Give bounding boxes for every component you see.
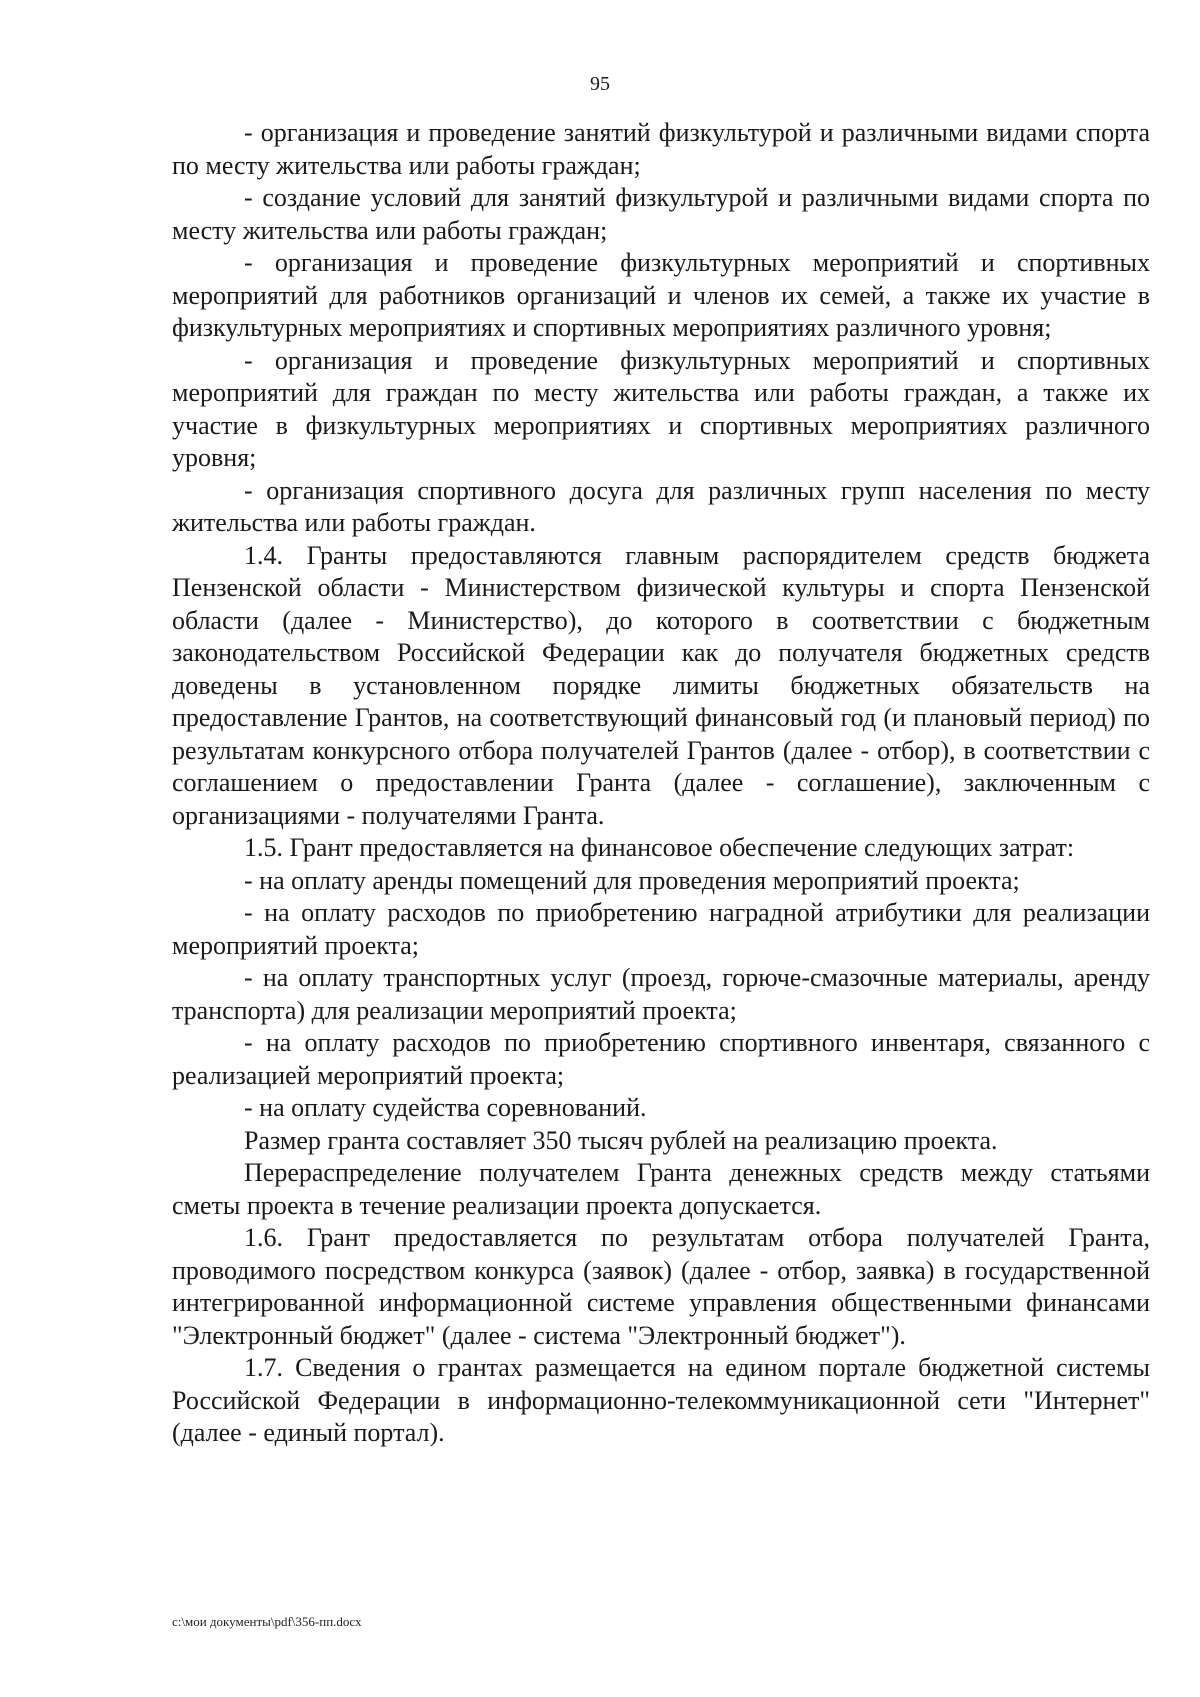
paragraph: - организация и проведение занятий физкультурой и различными видами спорта по месту жительства или работы граждан; — [172, 118, 1150, 180]
paragraph: - на оплату судейства соревнований. — [244, 1093, 647, 1122]
paragraph: - создание условий для занятий физкультурой и различными видами спорта по месту жительства или работы граждан; — [172, 183, 1150, 245]
document-body — [172, 117, 1150, 1450]
paragraph: - на оплату аренды помещений для проведения мероприятий проекта; — [244, 865, 1020, 895]
paragraph: Перераспределение получателем Гранта денежных средств между статьями сметы проекта в течение реализации проекта допускается. — [172, 1158, 1150, 1220]
paragraph-section-1-6: 1.6. Грант предоставляется по результатам отбора получателей Гранта, проводимого посредством конкурса (заявок) (далее - отбор, заявка) в государственной интегрированной информационной системе управления общественными финансами "Электронный бюджет" (далее - система "Электронный бюджет"). — [172, 1223, 1150, 1350]
paragraph: - организация и проведение физкультурных мероприятий и спортивных мероприятий для работников организаций и членов их семей, а также их участие в физкультурных мероприятиях и спортивных мероприятиях различного уровня; — [172, 248, 1150, 342]
paragraph-section-1-4: 1.4. Гранты предоставляются главным распорядителем средств бюджета Пензенской области - Министерством физической культуры и спорта Пензенской области (далее - Министерство), до которого в соответствии с бюджетным законодательством Российской Федерации как до получателя бюджетных средств доведены в установленном порядке лимиты бюджетных обязательств на предоставление Грантов, на соответствующий финансовый год (и плановый период) по результатам конкурсного отбора получателей Грантов (далее - отбор), в соответствии с соглашением о предоставлении Гранта (далее - соглашение), заключенным с организациями - получателями Гранта. — [172, 540, 1150, 830]
footer-file-path: c:\мои документы\pdf\356-пп.docx — [172, 1614, 362, 1629]
paragraph: - организация и проведение физкультурных мероприятий и спортивных мероприятий для граждан по месту жительства или работы граждан, а также их участие в физкультурных мероприятиях и спортивных мероприятиях различного уровня; — [172, 345, 1150, 472]
paragraph-section-1-7: 1.7. Сведения о грантах размещается на едином портале бюджетной системы Российской Федерации в информационно-телекоммуникационной сети "Интернет" (далее - единый портал). — [172, 1353, 1150, 1447]
paragraph-grant-amount: Размер гранта составляет 350 тысяч рублей на реализацию проекта. — [244, 1125, 998, 1155]
paragraph-section-1-5: 1.5. Грант предоставляется на финансовое обеспечение следующих затрат: — [244, 833, 1075, 862]
paragraph: - организация спортивного досуга для различных групп населения по месту жительства или работы граждан. — [172, 475, 1150, 537]
page-number: 95 — [590, 73, 610, 95]
paragraph: - на оплату транспортных услуг (проезд, горюче-смазочные материалы, аренду транспорта) для реализации мероприятий проекта; — [172, 963, 1150, 1025]
paragraph: - на оплату расходов по приобретению спортивного инвентаря, связанного с реализацией мероприятий проекта; — [172, 1028, 1150, 1090]
paragraph: - на оплату расходов по приобретению наградной атрибутики для реализации мероприятий проекта; — [172, 898, 1150, 960]
